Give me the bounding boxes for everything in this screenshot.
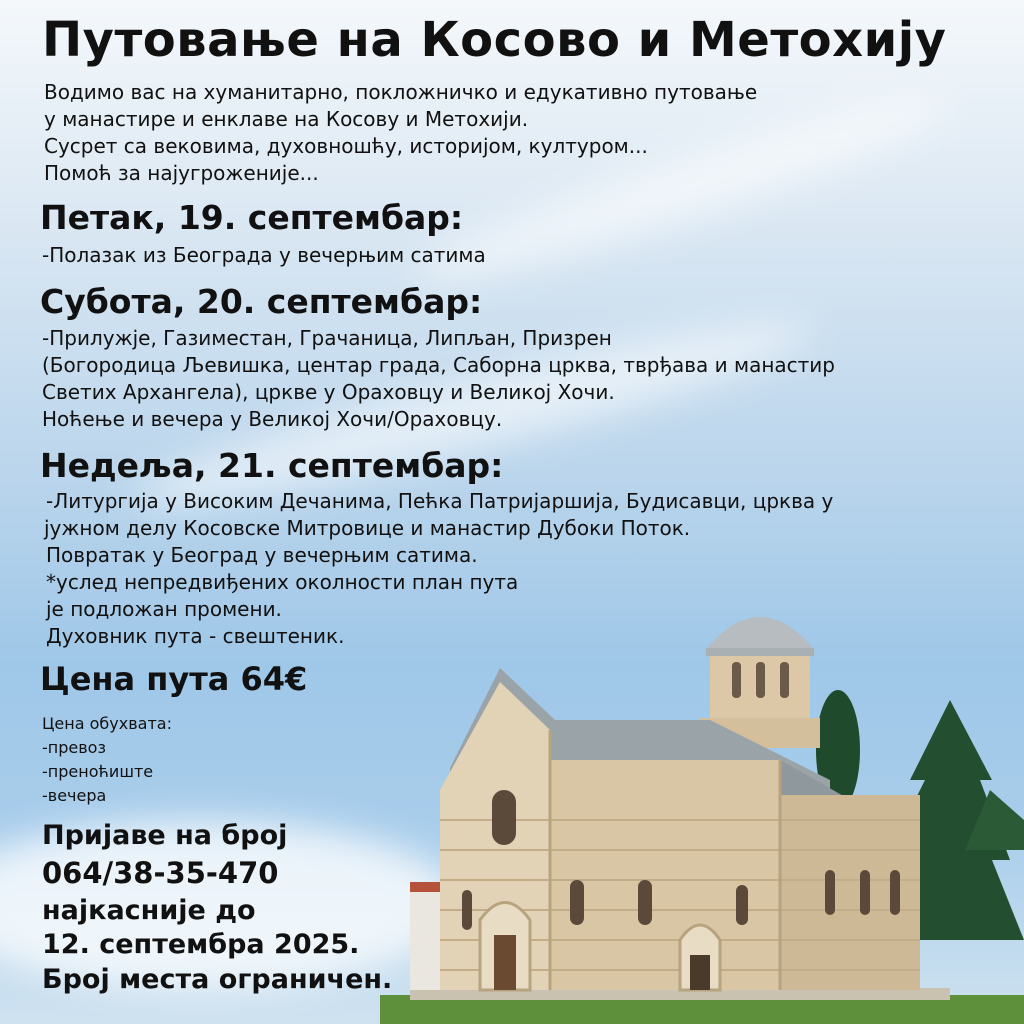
day-line: Духовник пута - свештеник.: [46, 624, 345, 648]
day-heading-saturday: Субота, 20. септембар:: [40, 282, 483, 321]
day-line: је подложан промени.: [46, 597, 282, 621]
day-heading-sunday: Недеља, 21. септембар:: [40, 446, 504, 485]
intro-line: Водимо вас на хуманитарно, покложничко и едукативно путовање: [44, 80, 758, 104]
includes-heading: Цена обухвата:: [42, 714, 172, 733]
phone-number[interactable]: 064/38-35-470: [42, 856, 279, 890]
day-line: Ноћење и вечера у Великој Хочи/Ораховцу.: [42, 407, 503, 431]
intro-line: Сусрет са вековима, духовношћу, историјом, културом...: [44, 134, 648, 158]
limited-seats-note: Број места ограничен.: [42, 964, 393, 995]
day-line: Повратак у Београд у вечерњим сатима.: [46, 543, 478, 567]
deadline-date: 12. септембра 2025.: [42, 929, 360, 960]
side-building: [410, 890, 440, 990]
day-line: Светих Архангела), цркве у Ораховцу и Великој Хочи.: [42, 380, 615, 404]
decani-monastery-illustration: [380, 590, 1024, 1024]
price: Цена пута 64€: [40, 660, 308, 698]
intro-line: у манастире и енклаве на Косову и Метохији.: [44, 107, 529, 131]
day-heading-friday: Петак, 19. септембар:: [40, 198, 464, 237]
day-line: јужном делу Косовске Митровице и манастир Дубоки Поток.: [44, 516, 691, 540]
page-title: Путовање на Косово и Метохију: [42, 12, 947, 68]
intro-line: Помоћ за најугроженије...: [44, 161, 319, 185]
day-line: -Полазак из Београда у вечерњим сатима: [42, 243, 486, 267]
day-line: -Прилужје, Газиместан, Грачаница, Липљан, Призрен: [42, 326, 612, 350]
deadline-label: најкасније до: [42, 895, 256, 926]
includes-item: -вечера: [42, 786, 107, 805]
day-line: -Литургија у Високим Дечанима, Пећка Патријаршија, Будисавци, црква у: [46, 489, 834, 513]
day-line: *услед непредвиђених околности план пута: [46, 570, 519, 594]
includes-item: -превоз: [42, 738, 106, 757]
day-line: (Богородица Љевишка, центар града, Саборна црква, тврђава и манастир: [42, 353, 835, 377]
registration-label: Пријаве на број: [42, 820, 288, 851]
includes-item: -преноћиште: [42, 762, 154, 781]
